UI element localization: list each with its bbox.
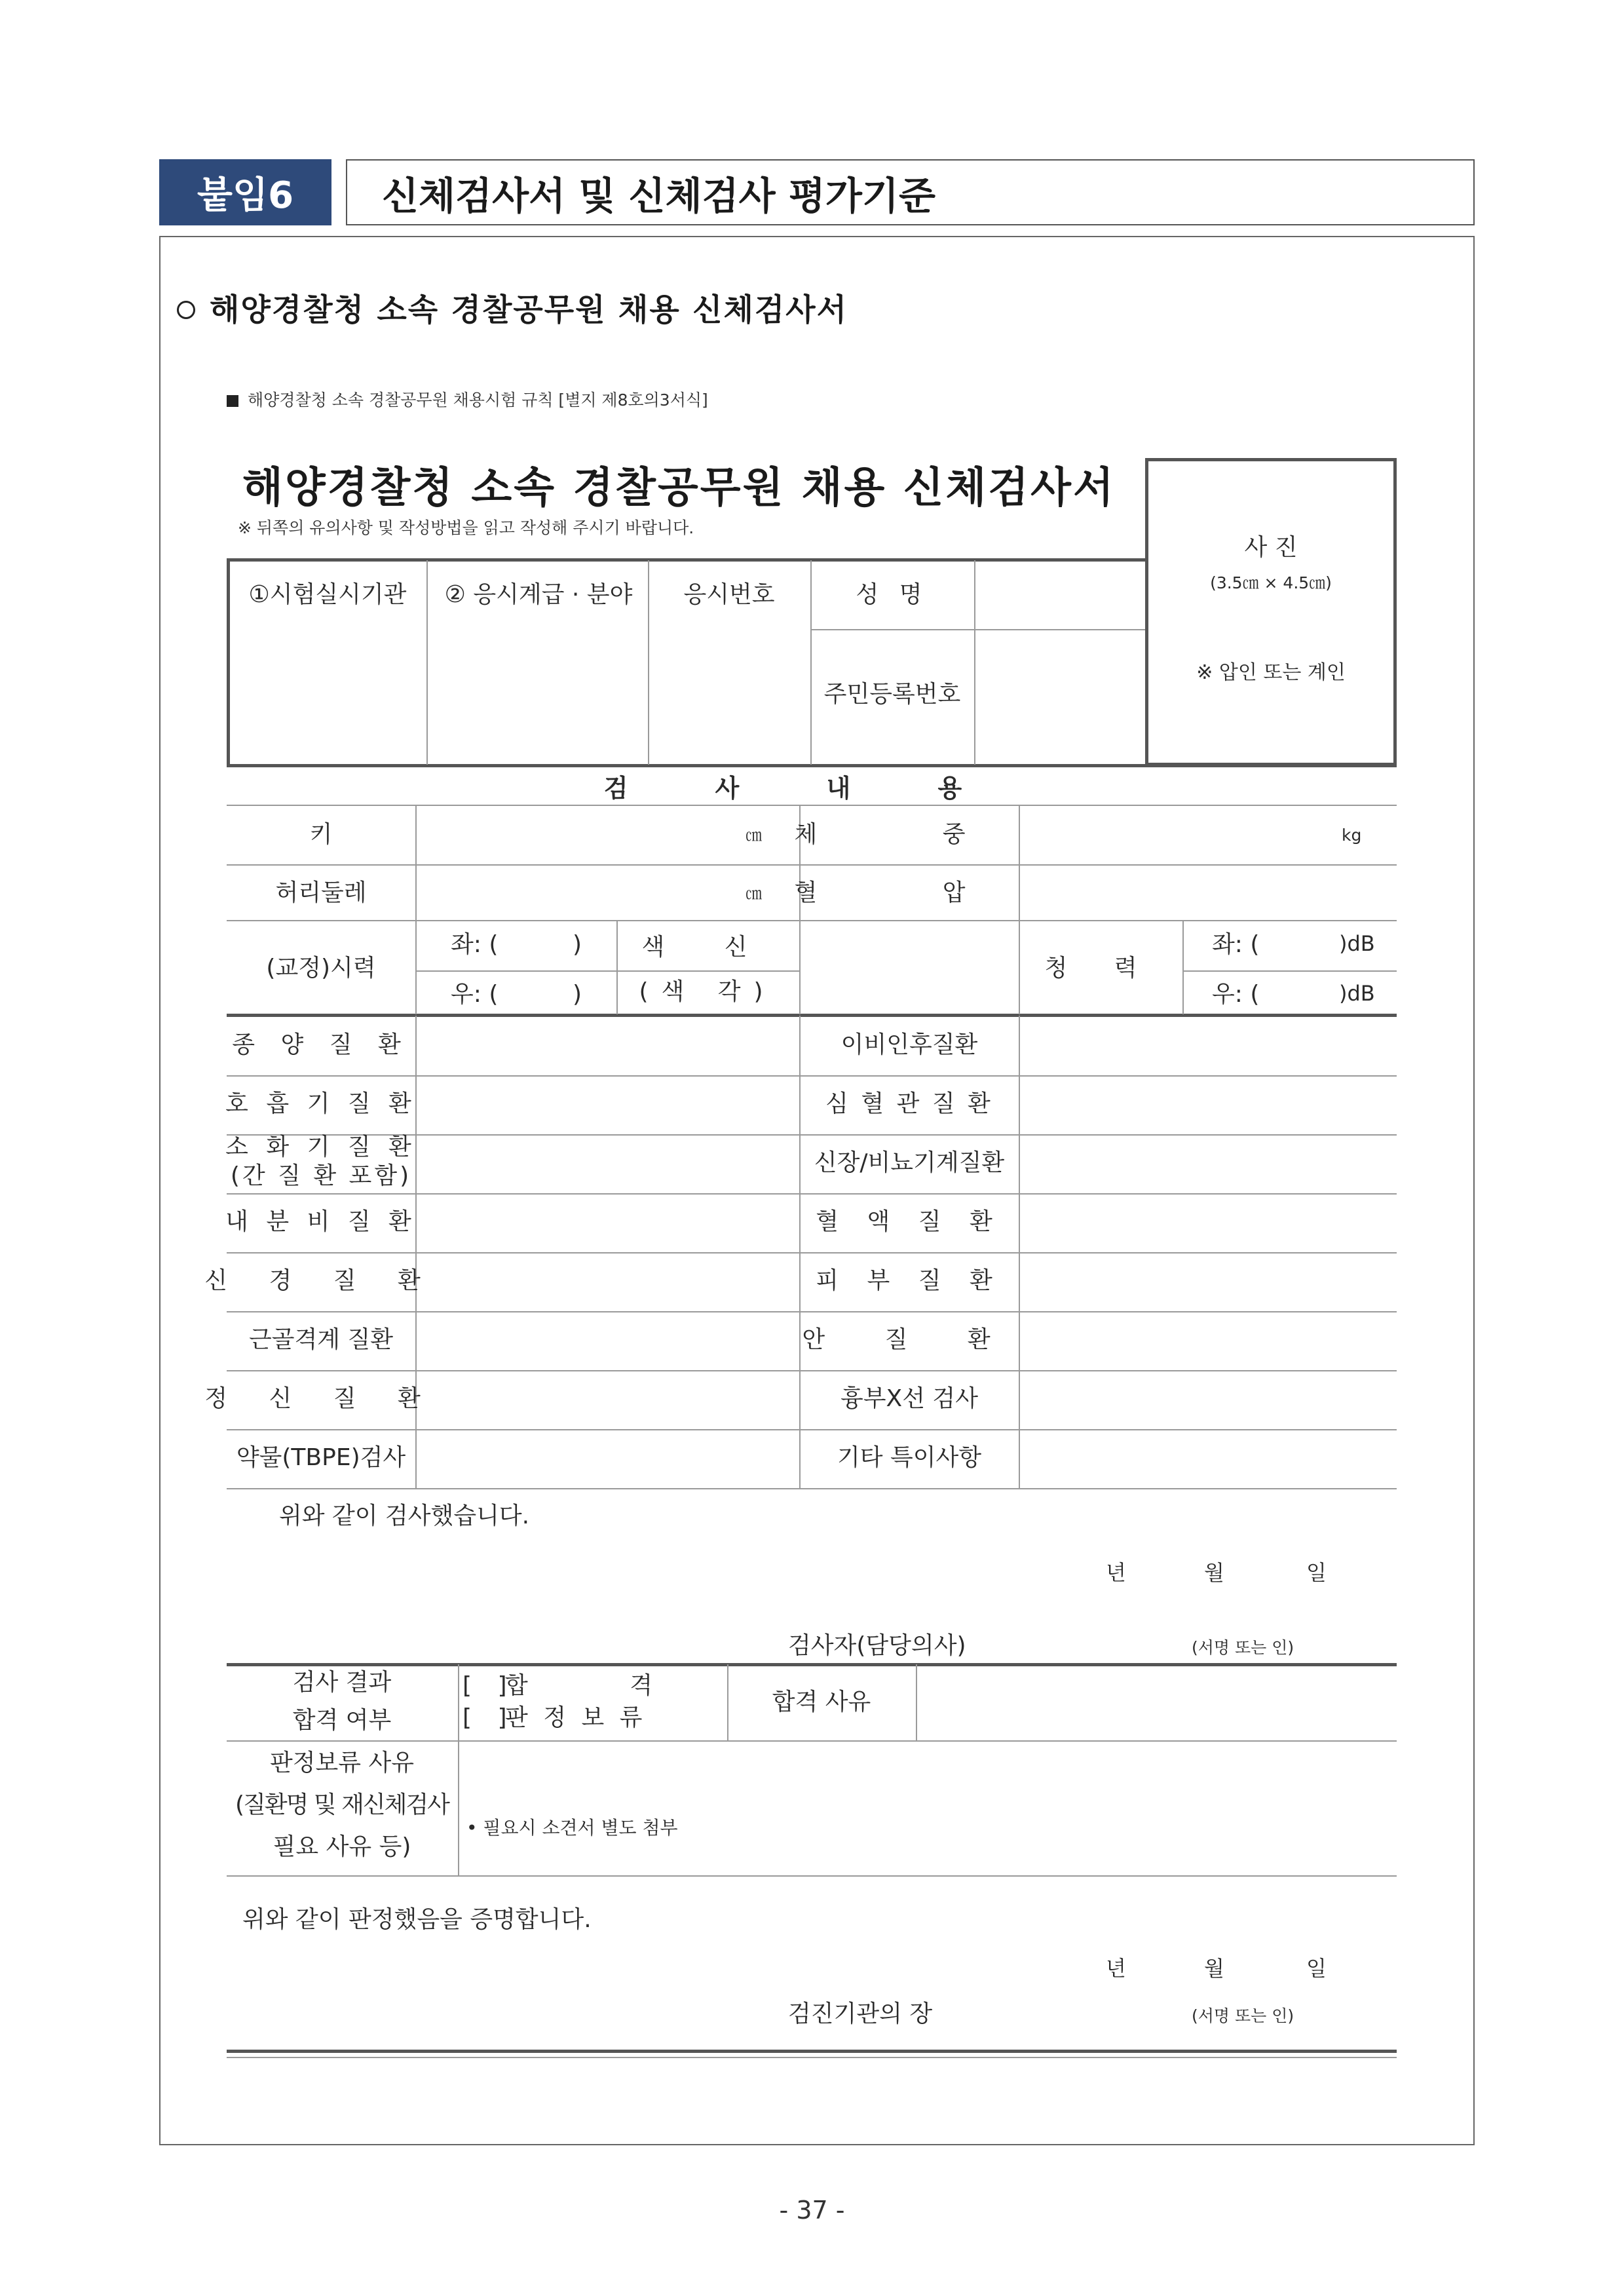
examined-statement: 위와 같이 검사했습니다. [279, 1502, 530, 1529]
waist-label: 허리둘레 [275, 879, 367, 906]
applicant-table-top [227, 558, 1146, 562]
photo-note: ※ 압인 또는 계인 [1196, 661, 1346, 684]
hold-reason-sub-label: (질환명 및 재신체검사 [235, 1791, 449, 1818]
weight-label: 체 중 [794, 821, 1025, 848]
institution-label: ①시험실시기관 [248, 581, 407, 608]
hold-reason-input[interactable] [463, 1744, 1395, 1873]
vision-label: (교정)시력 [266, 955, 376, 982]
certify-statement: 위와 같이 판정했음을 증명합니다. [242, 1906, 592, 1933]
hold-checkbox[interactable]: [ ] [463, 1704, 516, 1731]
weight-input[interactable] [1021, 808, 1336, 862]
photo-label: 사 진 [1244, 534, 1298, 561]
disease-left-label: 호 흡 기 질 환 [225, 1090, 417, 1117]
photo-size: (3.5㎝ × 4.5㎝) [1210, 573, 1332, 592]
hearing-label: 청 력 [1044, 955, 1157, 982]
blood-pressure-input[interactable] [1021, 867, 1395, 918]
photo-box [1145, 458, 1397, 766]
height-unit: ㎝ [746, 826, 763, 845]
disease-left-label: 내 분 비 질 환 [225, 1208, 417, 1235]
head-sign: (서명 또는 인) [1192, 2006, 1294, 2025]
examiner-label: 검사자(담당의사) [788, 1632, 966, 1659]
rule-reference-text: 해양경찰청 소속 경찰공무원 채용시험 규칙 [별지 제8호의3서식] [248, 391, 708, 410]
vision-left-close: ) [573, 931, 582, 958]
exam-content-heading: 검 사 내 용 [603, 774, 1002, 803]
pass-reason-input[interactable] [920, 1668, 1395, 1738]
page-number: - 37 - [779, 2196, 845, 2225]
color-sense-sub-label: (색 각) [639, 978, 776, 1005]
blood-pressure-label: 혈 압 [794, 879, 1025, 906]
disease-right-label: 혈 액 질 환 [816, 1208, 1003, 1235]
exam-number-label: 응시번호 [683, 581, 775, 608]
hearing-left-label: 좌: ( [1212, 931, 1260, 958]
hold-option: 판 정 보 류 [505, 1704, 647, 1731]
color-sense-label: 색 신 [641, 934, 774, 961]
resident-number-input[interactable] [977, 632, 1144, 762]
disease-left-label: 신 경 질 환 [204, 1267, 438, 1294]
name-input[interactable] [977, 565, 1144, 628]
hearing-right-unit: )dB [1339, 981, 1375, 1006]
disease-left-label: 근골격계 질환 [248, 1326, 394, 1353]
institution-input[interactable] [429, 632, 645, 762]
pass-checkbox[interactable]: [ ] [463, 1672, 516, 1699]
square-bullet-icon [227, 395, 238, 407]
waist-input[interactable] [418, 867, 739, 918]
disease-left-label: 종 양 질 환 [232, 1031, 410, 1058]
disease-left-label: 정 신 질 환 [204, 1385, 438, 1412]
attachment-tag: 붙임6 [159, 159, 331, 225]
disease-right-label: 이비인후질환 [840, 1031, 978, 1058]
weight-unit: kg [1342, 826, 1362, 845]
waist-unit: ㎝ [746, 884, 763, 903]
pass-option: 합 격 [505, 1672, 700, 1699]
head-label: 검진기관의 장 [788, 2000, 933, 2027]
disease-right-label: 신장/비뇨기계질환 [814, 1149, 1005, 1176]
certify-date-month: 월 [1204, 1956, 1224, 1981]
section-title [177, 286, 848, 330]
height-label: 키 [309, 821, 333, 848]
resident-number-label: 주민등록번호 [823, 681, 961, 708]
hearing-left-unit: )dB [1339, 931, 1375, 956]
circle-bullet-icon [177, 301, 195, 319]
applicant-table-bottom [227, 764, 1397, 767]
disease-right-label: 피 부 질 환 [816, 1267, 1003, 1294]
disease-left-label: 약물(TBPE)검사 [236, 1444, 406, 1471]
hold-reason-note: • 필요시 소견서 별도 첨부 [466, 1817, 678, 1839]
hearing-right-label: 우: ( [1212, 981, 1260, 1008]
color-sense-input[interactable] [802, 923, 1016, 1012]
date-year: 년 [1106, 1560, 1126, 1585]
height-input[interactable] [418, 808, 739, 862]
section-title-text: 해양경찰청 소속 경찰공무원 채용 신체검사서 [210, 292, 848, 328]
certify-date-year: 년 [1106, 1956, 1126, 1981]
disease-right-label: 기타 특이사항 [837, 1444, 982, 1471]
certify-date-day: 일 [1306, 1956, 1327, 1981]
pass-reason-label: 합격 사유 [772, 1689, 871, 1715]
form-notice: ※ 뒤쪽의 유의사항 및 작성방법을 읽고 작성해 주시기 바랍니다. [238, 518, 694, 537]
applicant-table-left [227, 558, 230, 766]
page-title-text: 신체검사서 및 신체검사 평가기준 [382, 173, 935, 218]
disease-right-label: 심 혈 관 질 환 [825, 1090, 993, 1117]
vision-right-label: 우: ( [451, 981, 499, 1008]
hold-reason-label: 판정보류 사유 [269, 1750, 415, 1776]
grade-field-label: ② 응시계급 · 분야 [444, 581, 633, 608]
examiner-sign: (서명 또는 인) [1192, 1638, 1294, 1657]
vision-left-label: 좌: ( [451, 931, 499, 958]
name-label: 성 명 [856, 581, 929, 608]
rule-reference [227, 387, 708, 411]
hold-reason-sub-label-2: 필요 사유 등) [273, 1833, 411, 1860]
disease-right-label: 안 질 환 [802, 1326, 1017, 1353]
result-label: 검사 결과 [292, 1669, 392, 1696]
date-day: 일 [1306, 1560, 1327, 1585]
disease-left-label: 소 화 기 질 환 [225, 1134, 417, 1160]
date-month: 월 [1204, 1560, 1224, 1585]
pass-label: 합격 여부 [292, 1707, 392, 1734]
vision-right-close: ) [573, 981, 582, 1008]
form-title: 해양경찰청 소속 경찰공무원 채용 신체검사서 [242, 464, 1116, 512]
page-title [346, 159, 1475, 225]
disease-right-label: 흉부X선 검사 [840, 1385, 978, 1412]
grade-field-input[interactable] [651, 632, 808, 762]
disease-left-sub-label: (간 질 환 포함) [230, 1162, 412, 1189]
